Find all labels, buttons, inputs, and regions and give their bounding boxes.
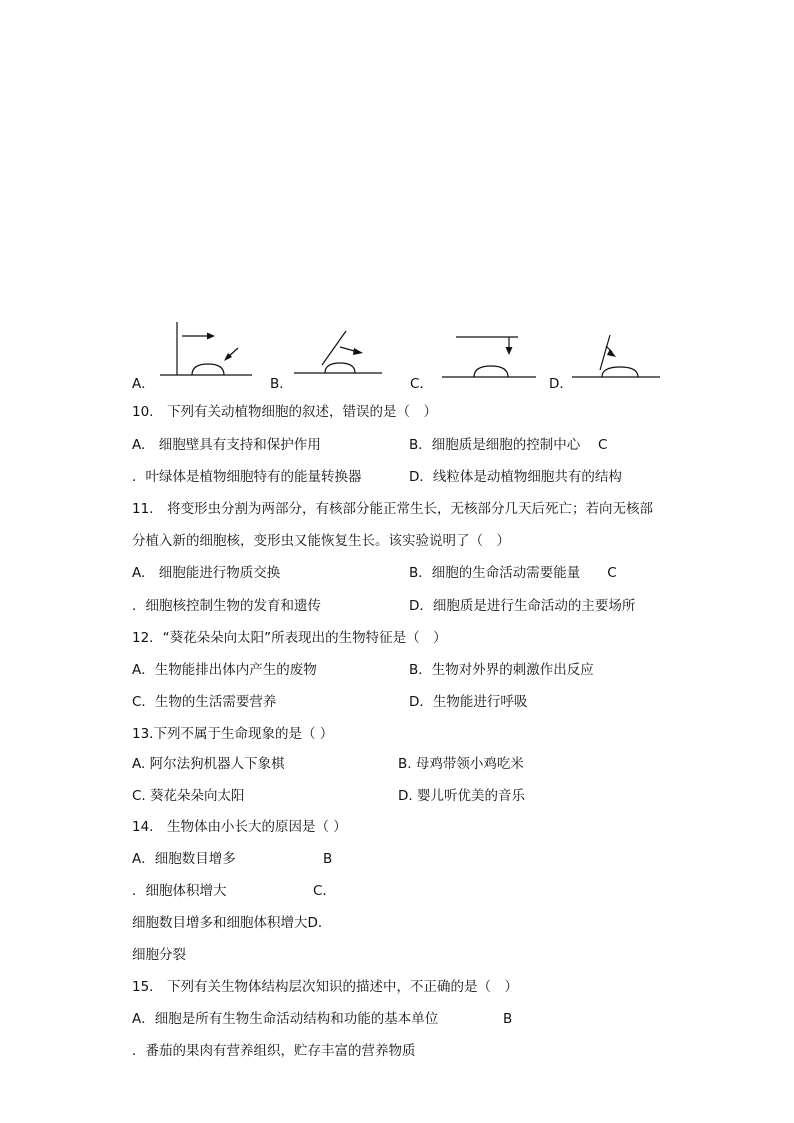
figure-label-a: A． [132,376,155,392]
figure-label-b: B． [270,376,293,392]
q10-option-b: B．细胞质是细胞的控制中心 C [409,437,608,453]
q12-option-a: A．生物能排出体内产生的废物 [132,662,317,678]
q11-option-b: B．细胞的生命活动需要能量 C [409,565,617,581]
q10-option-c: ．叶绿体是植物细胞特有的能量转换器 [132,469,362,485]
q15-option-b-text: ．番茄的果肉有营养组织，贮存丰富的营养物质 [132,1043,416,1059]
q10-option-d: D．线粒体是动植物细胞共有的结构 [409,469,622,485]
figure-label-c: C． [410,376,433,392]
q12-option-c: C．生物的生活需要营养 [132,694,277,710]
q13-option-a: A. 阿尔法狗机器人下象棋 [132,756,285,772]
q14-option-b-text: ．细胞体积增大 [132,883,227,899]
q12-stem: 12．“葵花朵朵向太阳”所表现出的生物特征是（ ） [132,630,447,646]
q11-option-a: A. 细胞能进行物质交换 [132,565,281,581]
q14-option-c-text: 细胞数目增多和细胞体积增大D． [132,915,332,931]
q14-option-a: A．细胞数目增多 [132,851,236,867]
figure-label-d: D． [549,376,573,392]
q14-option-b-label: B [323,851,333,867]
q11-option-c: ．细胞核控制生物的发育和遗传 [132,598,321,614]
q14-option-d-text: 细胞分裂 [132,947,186,963]
q15-option-a: A．细胞是所有生物生命活动结构和功能的基本单位 [132,1011,439,1027]
q15-stem: 15. 下列有关生物体结构层次知识的描述中，不正确的是（ ） [132,979,518,995]
figure-b-diagram [292,326,387,378]
figure-d-diagram [570,330,665,380]
q12-option-b: B．生物对外界的刺激作出反应 [409,662,594,678]
q12-option-d: D．生物能进行呼吸 [409,694,528,710]
q11-stem-line2: 分植入新的细胞核，变形虫又能恢复生长。该实验说明了（ ） [132,533,510,549]
q13-option-b: B. 母鸡带领小鸡吃米 [398,756,524,772]
figure-c-diagram [440,332,540,380]
q14-stem: 14. 生物体由小长大的原因是（ ） [132,819,347,835]
q14-option-c-label: C． [313,883,336,899]
q10-option-a: A. 细胞壁具有支持和保护作用 [132,437,321,453]
q15-option-b-label: B [503,1011,513,1027]
q13-option-d: D. 婴儿听优美的音乐 [398,788,525,804]
q10-stem: 10. 下列有关动植物细胞的叙述，错误的是（ ） [132,404,437,420]
q13-stem: 13.下列不属于生命现象的是（ ） [132,726,334,742]
q11-stem-line1: 11. 将变形虫分割为两部分，有核部分能正常生长，无核部分几天后死亡；若向无核部 [132,501,653,517]
q11-option-d: D．细胞质是进行生命活动的主要场所 [409,598,636,614]
q13-option-c: C. 葵花朵朵向太阳 [132,788,245,804]
figure-a-diagram [160,318,255,380]
